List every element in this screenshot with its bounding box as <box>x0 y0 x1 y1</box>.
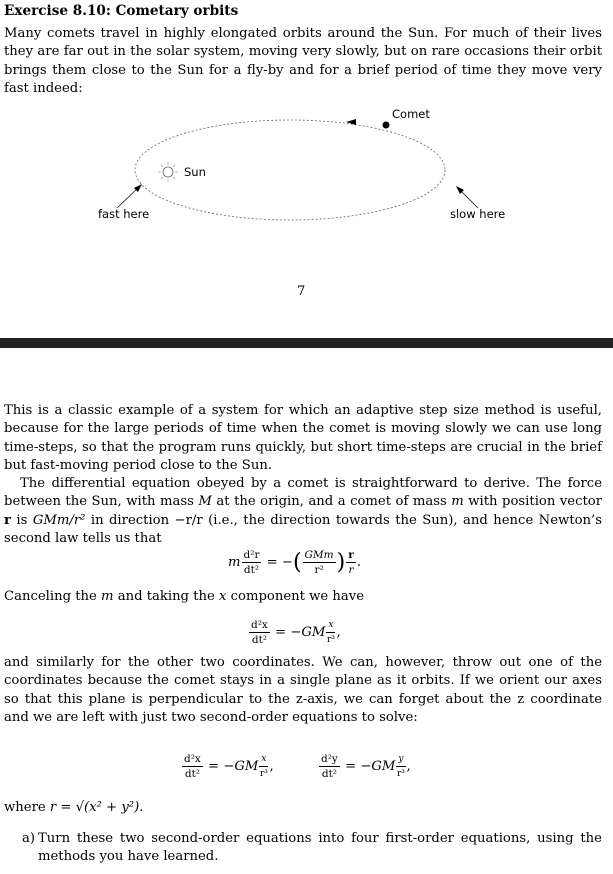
sun-label: Sun <box>184 165 206 179</box>
intro-paragraph: Many comets travel in highly elongated orbits around the Sun. For much of their lives they are far out in the solar system, moving very slowly, but on rare occasions their orbit brings them close to the Sun for a fly-by and for a brief period of time they move very fast indeed: <box>4 26 602 96</box>
item-text: Turn these two second-order equations into four first-order equations, using the methods you have learned. <box>38 831 602 865</box>
comet-dot <box>383 122 390 129</box>
page-separator <box>0 338 613 348</box>
where-line: where r = √(x² + y²). <box>4 800 144 815</box>
y-equation: $\frac{\text{d²y}}{\text{dt²}}$ = −GM $\frac{y}{\text{r³}}$ , <box>321 753 411 780</box>
newton-equation: m $\frac{\text{d²r}}{\text{dt²}}$ = −( $\frac{\text{GMm}}{\text{r²}}$ ) $\frac{r}{r}$ . <box>228 549 361 576</box>
item-label: a) <box>22 831 36 846</box>
sun-icon <box>158 162 178 182</box>
comet-label: Comet <box>392 107 430 121</box>
paragraph-plane: and similarly for the other two coordinates. We can, however, throw out one of the coordinates because the comet stays in a single plane as it orbits. If we orient our axes so that this plane is perpendicular to the z-axis, we can forget about the z coordinate and we are left with just two second-order equations to solve: <box>4 655 602 725</box>
paragraph-adaptive: This is a classic example of a system for which an adaptive step size method is useful, because for the large periods of time when the comet is moving slowly we can use long time-steps, so that the program runs quickly, but short time-steps are crucial in the brief but fast-moving period close to the Sun. <box>4 403 602 473</box>
paragraph-canceling: Canceling the m and taking the x component we have <box>4 589 365 604</box>
orbit-figure <box>0 100 613 240</box>
page-number: 7 <box>297 284 306 299</box>
x-component-equation: $\frac{\text{d²x}}{\text{dt²}}$ = −GM $\frac{x}{\text{r³}}$ , <box>251 619 341 646</box>
slow-label: slow here <box>450 207 506 221</box>
orbit-ellipse <box>135 120 445 220</box>
paragraph-derivation: The differential equation obeyed by a comet is straightforward to derive. The force between the Sun, with mass M at the origin, and a comet of mass m with position vector r is GMm/r² in direction −r/r (i.e., the direction towards the Sun), and hence Newton’s second law tells us that <box>4 476 603 546</box>
x-equation: $\frac{\text{d²x}}{\text{dt²}}$ = −GM $\frac{x}{\text{r³}}$ , <box>184 753 274 780</box>
list-item <box>22 830 602 867</box>
exercise-title: Exercise 8.10: Cometary orbits <box>4 3 239 19</box>
fast-label: fast here <box>98 207 150 221</box>
